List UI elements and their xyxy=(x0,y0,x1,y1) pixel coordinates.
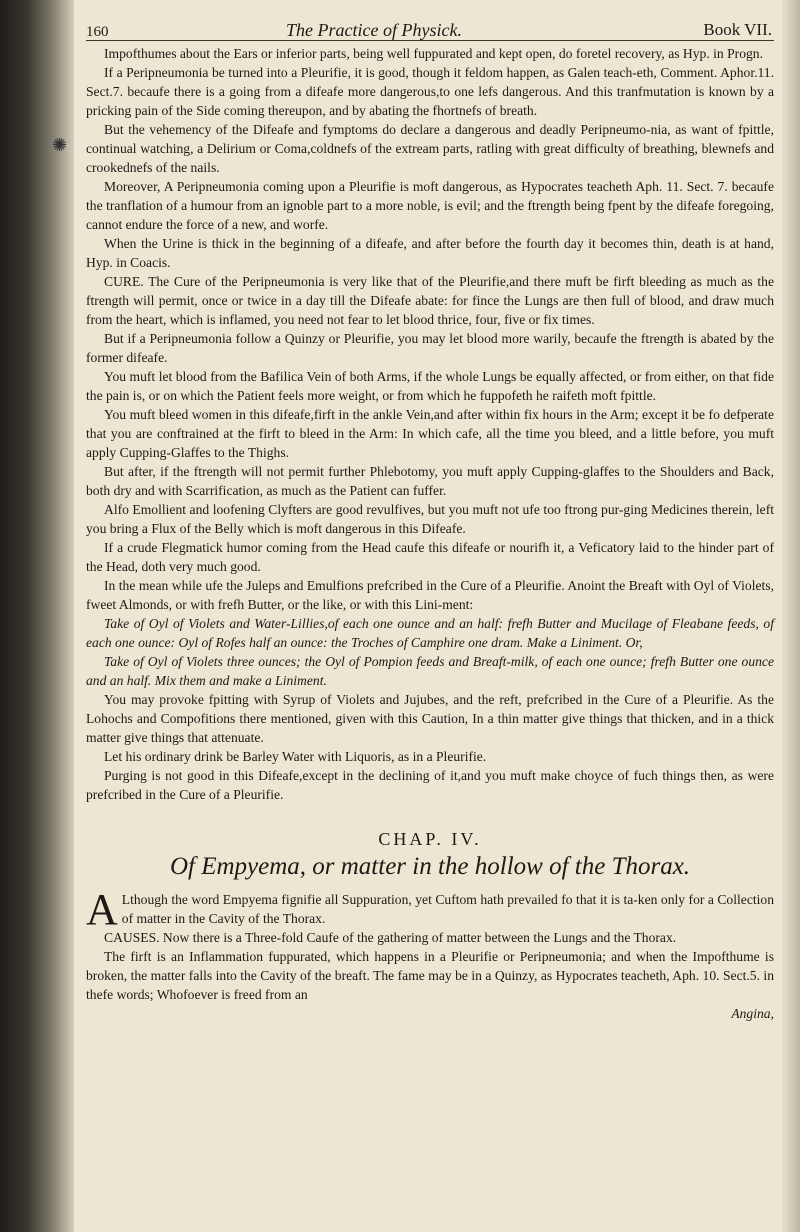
paragraph: But after, if the ftrength will not permit further Phlebotomy, you muft apply Cupping-glaffes to the Shoulders and Back, both dry and with Scarrification, as much as the Patient can fuffer. xyxy=(86,464,774,498)
paragraph: But the vehemency of the Difeafe and fymptoms do declare a dangerous and deadly Peripneumo-nia, as want of fpittle, continual watching, a Delirium or Coma,coldnefs of the extream parts, ratling with great difficulty of breathing, blewnefs and crookednefs of the nails. xyxy=(86,122,774,175)
page-content xyxy=(86,6,774,1023)
paragraph-cure: CURE. The Cure of the Peripneumonia is very like that of the Pleurifie,and there muft be firft bleeding as much as the ftrength will permit, once or twice in a day till the Difeafe abate: for fince the Lungs are then full of blood, and draw much from the heart, which is inflamed, you need not fear to let blood thrice, four, five or fix times. xyxy=(86,274,774,327)
catchword: Angina, xyxy=(731,1006,774,1021)
paragraph: Impofthumes about the Ears or inferior parts, being well fuppurated and kept open, do foretel recovery, as Hyp. in Progn. xyxy=(104,46,763,61)
recipe: Take of Oyl of Violets and Water-Lillies,of each one ounce and an half: frefh Butter and Mucilage of Fleabane feeds, of each one ounce: Oyl of Rofes half an ounce: the Troches of Camphire one dram. Make a Liniment. Or, xyxy=(86,616,774,650)
running-header xyxy=(86,6,774,41)
page-number: 160 xyxy=(86,24,109,40)
running-title: The Practice of Physick. xyxy=(286,20,462,40)
recipe: Take of Oyl of Violets three ounces; the Oyl of Pompion feeds and Breaft-milk, of each one ounce; frefh Butter one ounce and an half. Mix them and make a Liniment. xyxy=(86,654,774,688)
book-label: Book VII. xyxy=(703,20,772,39)
paragraph: Moreover, A Peripneumonia coming upon a Pleurifie is moft dangerous, as Hypocrates teacheth Aph. 11. Sect. 7. becaufe the tranflation of a humour from an ignoble part to a more noble, is evil; and the ftrength being fpent by the difeafe foregoing, cannot endure the force of a new, and worfe. xyxy=(86,179,774,232)
chapter-title: Of Empyema, or matter in the hollow of the Thorax. xyxy=(169,853,691,880)
paragraph: Alfo Emollient and loofening Clyfters are good revulfives, but you muft not ufe too ftrong pur-ging Medicines therein, left you bring a Flux of the Belly which is moft dangerous in this Difeafe. xyxy=(86,502,774,536)
chapter-opening xyxy=(86,885,774,934)
paragraph: Lthough the word Empyema fignifie all Suppuration, yet Cuftom hath prevailed fo that it is ta-ken only for a Collection of matter in the Cavity of the Thorax. xyxy=(121,892,774,926)
book-gutter-shadow xyxy=(0,0,74,1232)
paragraph: But if a Peripneumonia follow a Quinzy or Pleurifie, you may let blood more warily, becaufe the ftrength is abated by the former difeafe. xyxy=(86,331,774,365)
paragraph: Purging is not good in this Difeafe,except in the declining of it,and you muft make choyce of fuch things then, as were prefcribed in the Cure of a Pleurifie. xyxy=(86,768,774,802)
paragraph: Let his ordinary drink be Barley Water with Liquoris, as in a Pleurifie. xyxy=(104,749,487,764)
text-body xyxy=(86,44,774,1023)
paragraph: You may provoke fpitting with Syrup of Violets and Jujubes, and the reft, prefcribed in the Cure of a Pleurifie. As the Lohochs and Compofitions there mentioned, given with this Caution, In a thin matter give things that thicken, and in a thick matter give things that attenuate. xyxy=(86,692,774,745)
paragraph: The firft is an Inflammation fuppurated, which happens in a Pleurifie or Peripneumonia; and when the Impofthume is broken, the matter falls into the Cavity of the breaft. The fame may be in a Quinzy, as Hypocrates teacheth, Aph. 10. Sect.5. in thefe words; Whofoever is freed from an xyxy=(86,949,774,1002)
chapter-heading: CHAP. IV. xyxy=(378,829,482,849)
drop-cap: A xyxy=(86,885,118,934)
page-edge xyxy=(782,0,800,1232)
paragraph: When the Urine is thick in the beginning of a difeafe, and after before the fourth day it becomes thin, death is at hand, Hyp. in Coacis. xyxy=(86,236,774,270)
paragraph: If a crude Flegmatick humor coming from the Head caufe this difeafe or nourifh it, a Veficatory laid to the hinder part of the Head, doth very much good. xyxy=(86,540,774,574)
paragraph: You muft let blood from the Bafilica Vein of both Arms, if the whole Lungs be equally affected, or from either, on that fide the pain is, or on which the Patient feels more weight, or from which he fuppofeth he raifeth moft fpittle. xyxy=(86,369,774,403)
paragraph: If a Peripneumonia be turned into a Pleurifie, it is good, though it feldom happen, as Galen teach-eth, Comment. Aphor.11. Sect.7. becaufe there is a going from a difeafe more dangerous,to one lefs dangerous. And this tranfmutation is known by a pricking pain of the Side coming thereupon, and by abating the fhortnefs of breath. xyxy=(86,65,774,118)
paragraph-causes: CAUSES. Now there is a Three-fold Caufe of the gathering of matter between the Lungs and the Thorax. xyxy=(104,930,677,945)
paragraph: You muft bleed women in this difeafe,firft in the ankle Vein,and after within fix hours in the Arm; except it be fo defperate that you are conftrained at the firft to bleed in the Arm: In which cafe, all the time you bleed, and a little before, you muft apply Cupping-Glaffes to the Thighs. xyxy=(86,407,774,460)
paragraph: In the mean while ufe the Juleps and Emulfions prefcribed in the Cure of a Pleurifie. Anoint the Breaft with Oyl of Violets, fweet Almonds, or with frefh Butter, or the like, or with this Lini-ment: xyxy=(86,578,774,612)
margin-mark: ✺ xyxy=(52,135,68,155)
